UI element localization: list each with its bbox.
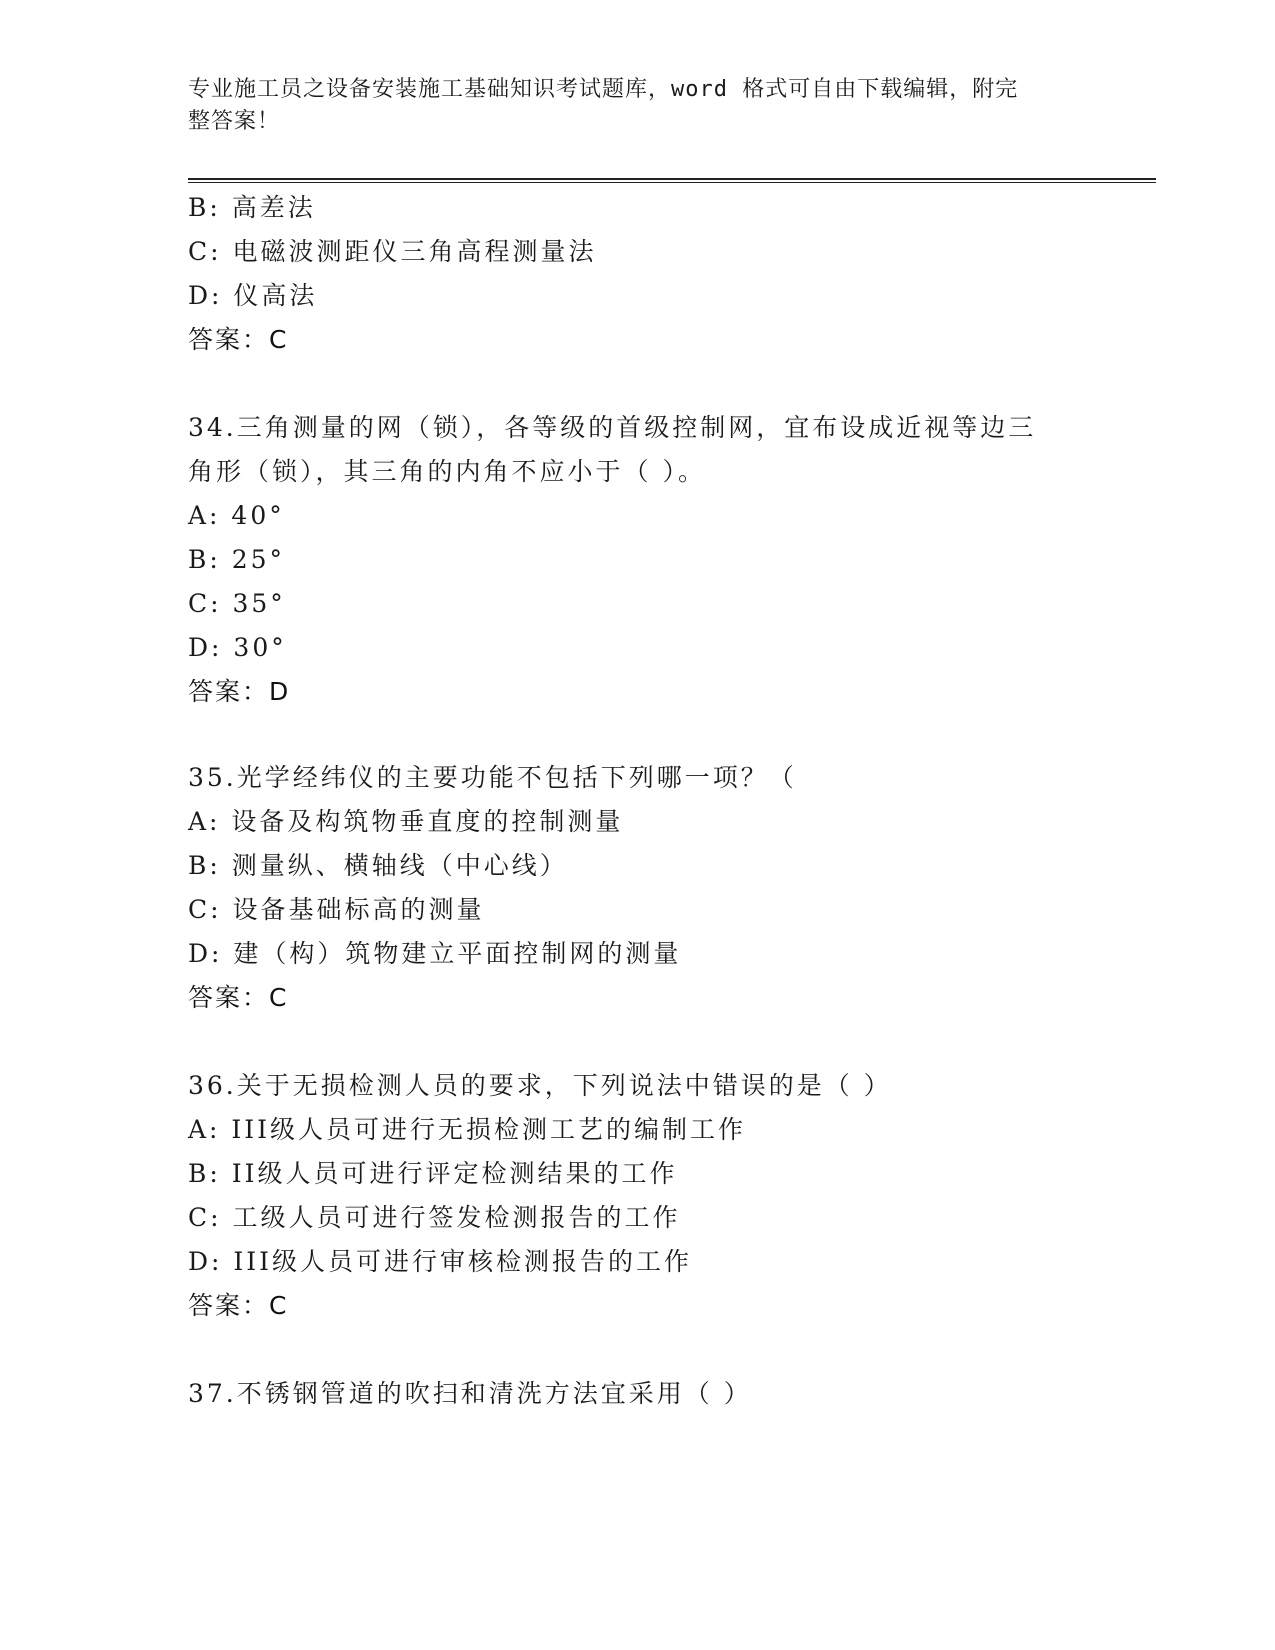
q35-option-b: B: 测量纵、横轴线（中心线）	[188, 851, 568, 880]
q36-option-d: D: III级人员可进行审核检测报告的工作	[188, 1247, 693, 1276]
q33-option-d: D: 仪高法	[188, 281, 318, 310]
document-header	[188, 74, 1088, 138]
q36-stem-line-1: 36.关于无损检测人员的要求，下列说法中错误的是（ ）	[188, 1071, 892, 1100]
header-line-1: 专业施工员之设备安装施工基础知识考试题库，word 格式可自由下载编辑，附完	[188, 77, 1019, 102]
q33-answer: 答案：C	[188, 325, 289, 354]
q34-stem-line-2: 角形（锁），其三角的内角不应小于（ ）。	[188, 457, 706, 486]
header-line-2: 整答案！	[188, 109, 281, 134]
q35-option-d: D: 建（构）筑物建立平面控制网的测量	[188, 939, 682, 968]
header-divider	[188, 178, 1156, 183]
q33-option-c: C: 电磁波测距仪三角高程测量法	[188, 237, 597, 266]
q33-option-b: B: 高差法	[188, 193, 316, 222]
q35-stem-line-1: 35.光学经纬仪的主要功能不包括下列哪一项？（	[188, 763, 797, 792]
q35-option-c: C: 设备基础标高的测量	[188, 895, 485, 924]
q36-option-b: B: II级人员可进行评定检测结果的工作	[188, 1159, 678, 1188]
q34-option-c: C: 35°	[188, 589, 286, 618]
q34-option-d: D: 30°	[188, 633, 287, 662]
q34-option-a: A: 40°	[188, 501, 285, 530]
q35-answer: 答案：C	[188, 983, 289, 1012]
q35-option-a: A: 设备及构筑物垂直度的控制测量	[188, 807, 624, 836]
q36-option-a: A: III级人员可进行无损检测工艺的编制工作	[188, 1115, 747, 1144]
q34-stem-line-1: 34.三角测量的网（锁），各等级的首级控制网，宜布设成近视等边三	[188, 413, 1037, 442]
q34-answer: 答案：D	[188, 677, 291, 706]
q36-answer: 答案：C	[188, 1291, 289, 1320]
q36-option-c: C: 工级人员可进行签发检测报告的工作	[188, 1203, 681, 1232]
q34-option-b: B: 25°	[188, 545, 286, 574]
q37-stem-line-1: 37.不锈钢管道的吹扫和清洗方法宜采用（ ）	[188, 1379, 752, 1408]
